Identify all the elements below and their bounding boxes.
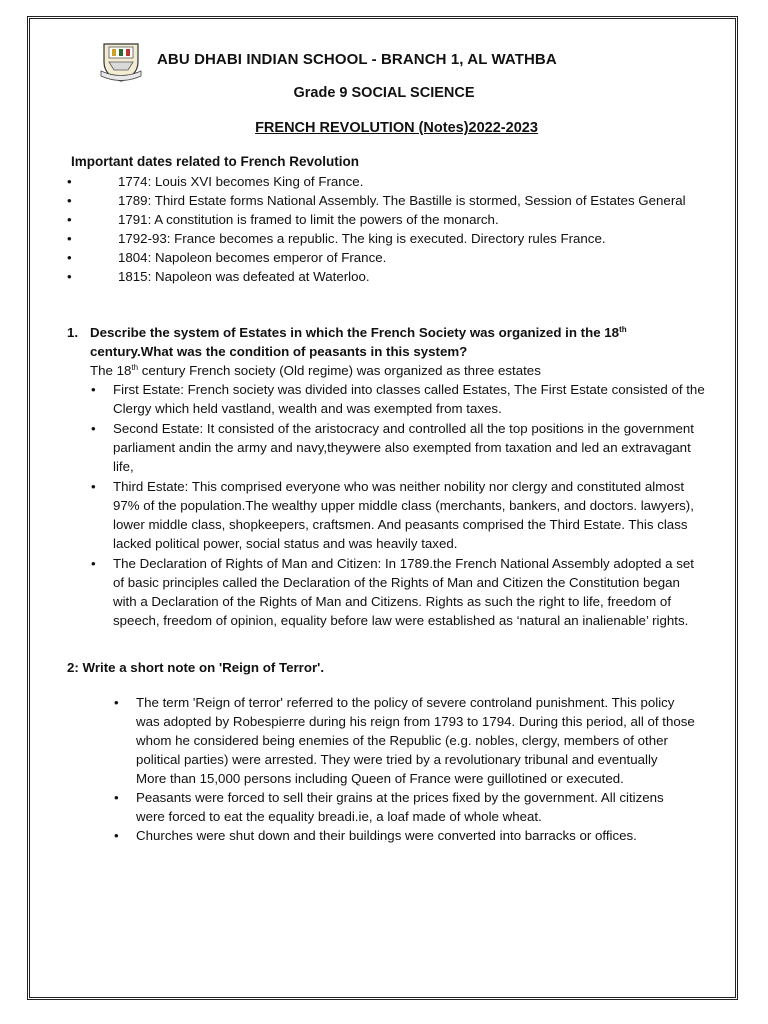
school-name: ABU DHABI INDIAN SCHOOL - BRANCH 1, AL WATHBA <box>157 51 557 68</box>
date-text: 1774: Louis XVI becomes King of France. <box>118 174 364 189</box>
list-item <box>67 248 686 267</box>
reign-of-terror-list <box>114 693 696 845</box>
question-1 <box>67 323 707 631</box>
list-item <box>114 788 696 826</box>
bullet: • <box>67 174 72 189</box>
date-text: 1815: Napoleon was defeated at Waterloo. <box>118 269 370 284</box>
question-1-intro <box>90 361 707 380</box>
list-item <box>91 554 707 630</box>
point-text-continued: More than 15,000 persons including Queen of France were guillotined or executed. <box>136 771 624 786</box>
bullet: • <box>91 556 96 571</box>
list-item <box>114 826 696 845</box>
date-text: 1792-93: France becomes a republic. The king is executed. Directory rules France. <box>118 231 606 246</box>
date-text: 1804: Napoleon becomes emperor of France. <box>118 250 387 265</box>
list-item <box>67 229 686 248</box>
bullet: • <box>67 193 72 208</box>
notes-title: FRENCH REVOLUTION (Notes)2022-2023 <box>255 120 538 136</box>
dates-list <box>67 172 686 286</box>
bullet: • <box>114 828 119 843</box>
list-item <box>67 267 686 286</box>
question-1-part-b: century.What was the condition of peasants in this system? <box>90 344 468 359</box>
bullet: • <box>67 269 72 284</box>
date-text: 1791: A constitution is framed to limit the powers of the monarch. <box>118 212 499 227</box>
intro-part-a: The 18 <box>90 363 132 378</box>
intro-part-b: century French society (Old regime) was organized as three estates <box>138 363 541 378</box>
list-item <box>67 172 686 191</box>
question-number: 1. <box>67 325 79 340</box>
point-text: Third Estate: This comprised everyone who was neither nobility nor clergy and constituted almost 97% of the population.The wealthy upper middle class (merchants, bankers, and doctors. lawyers), lower middle class, shopkeepers, craftsmen. And peasants comprised the Third Estate. This class lacked political power, social status and was heavily taxed. <box>113 479 694 551</box>
point-text: Second Estate: It consisted of the aristocracy and controlled all the top positions in the government parliament andin the army and navy,theywere also exempted from taxation and led an extravagant life, <box>113 421 694 474</box>
point-text: The term 'Reign of terror' referred to the policy of severe controland punishment. This policy was adopted by Robespierre during his reign from 1793 to 1794. During this period, all of those whom he considered being enemies of the Republic (e.g. nobles, clergy, members of other political parties) were arrested. They were tried by a revolutionary tribunal and eventually <box>136 695 695 767</box>
point-text: Churches were shut down and their buildings were converted into barracks or offices. <box>136 828 637 843</box>
bullet: • <box>114 695 119 710</box>
bullet: • <box>91 421 96 436</box>
bullet: • <box>67 250 72 265</box>
question-1-part-a: Describe the system of Estates in which the French Society was organized in the 18 <box>90 325 620 340</box>
list-item <box>114 693 696 788</box>
date-text: 1789: Third Estate forms National Assembly. The Bastille is stormed, Session of Estates General <box>118 193 686 208</box>
list-item <box>67 210 686 229</box>
list-item <box>91 477 707 553</box>
estates-list <box>91 380 707 630</box>
bullet: • <box>114 790 119 805</box>
bullet: • <box>91 382 96 397</box>
dates-heading: Important dates related to French Revolution <box>71 154 360 169</box>
question-1-text <box>90 323 707 361</box>
list-item <box>67 191 686 210</box>
superscript: th <box>619 325 627 334</box>
school-crest-logo <box>100 40 142 82</box>
point-text: The Declaration of Rights of Man and Citizen: In 1789.the French National Assembly adopted a set of basic principles called the Declaration of the Rights of Man and Citizen the Constitution began with a Declaration of the Rights of Man and Citizens. Rights as such the right to life, freedom of speech, freedom of opinion, equality before law were established as ‘natural an inalienable’ rights. <box>113 556 694 628</box>
bullet: • <box>91 479 96 494</box>
point-text: Peasants were forced to sell their grains at the prices fixed by the government. All citizens were forced to eat the equality breadi.ie, a loaf made of whole wheat. <box>136 790 664 824</box>
superscript: th <box>131 363 139 372</box>
grade-subject: Grade 9 SOCIAL SCIENCE <box>293 85 475 101</box>
bullet: • <box>67 231 72 246</box>
question-2-heading: 2: Write a short note on 'Reign of Terror'. <box>67 660 325 675</box>
bullet: • <box>67 212 72 227</box>
point-text: First Estate: French society was divided into classes called Estates, The First Estate consisted of the Clergy which held vastland, wealth and was exempted from taxes. <box>113 382 705 416</box>
list-item <box>91 419 707 476</box>
list-item <box>91 380 707 418</box>
